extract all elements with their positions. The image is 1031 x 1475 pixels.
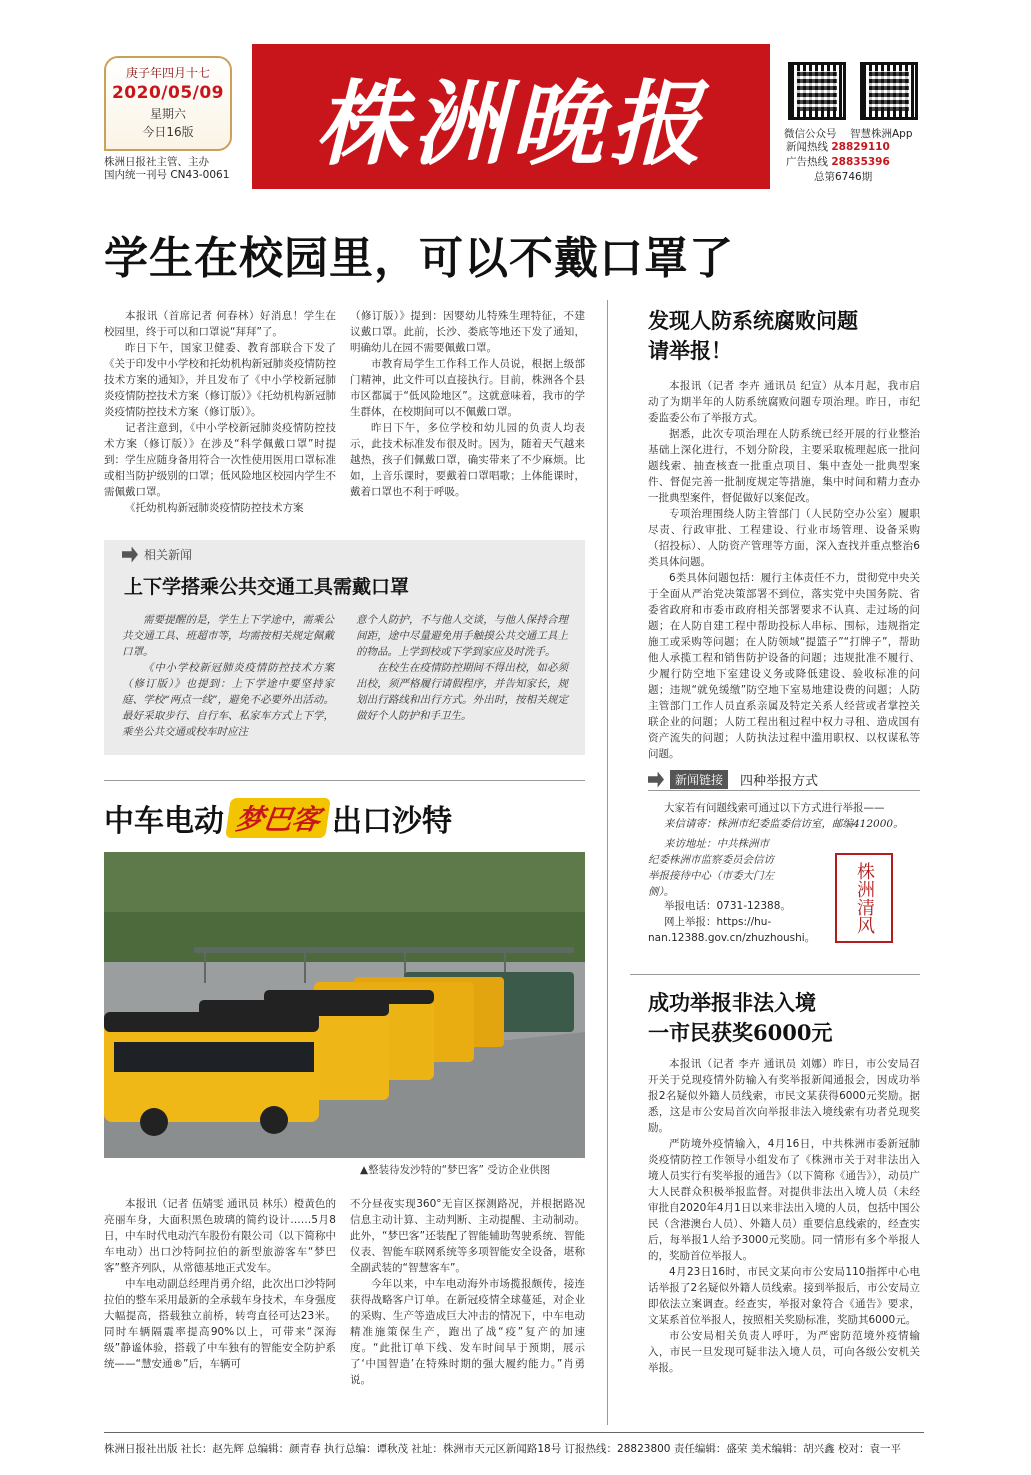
bus-paragraph: 中车电动副总经理肖勇介绍，此次出口沙特阿拉伯的整车采用最新的全承载车身技术，车身强度大幅提高，搭载独立前桥，转弯直径可达23米。同时车辆隔震率提高90%以上，可带来“深海级”静谧体验，搭载了中车独有的智能安全防护系统——“慧安通®”后，车辆可: [104, 1278, 336, 1370]
arrow-icon: [648, 772, 664, 788]
footer-credits: 株洲日报社出版 社长：赵先辉 总编辑：颜青春 执行总编：谭秋茂 社址：株洲市天元区新闻路18号 订报热线：28823800 责任编辑：盛荣 美术编辑：胡兴鑫 校对：袁一平: [104, 1432, 924, 1456]
lead-paragraph: 记者注意到，《中小学校新冠肺炎疫情防控技术方案（修订版）》在涉及“科学佩戴口罩”时提到：学生应随身备用符合一次性使用医用口罩标准或相当防护级别的口罩；低风险地区校园内学生不需佩戴口罩。: [104, 422, 336, 498]
qr-label-app: 智慧株洲App: [850, 128, 913, 140]
lead-paragraph: 本报讯（首席记者 何春林）好消息！学生在校园里，终于可以和口罩说“拜拜”了。: [104, 310, 336, 338]
bus-photo: [104, 852, 585, 1158]
reward-paragraph: 严防境外疫情输入，4月16日，中共株洲市委新冠肺炎疫情防控工作领导小组发布了《株洲市关于对非法出入境人员实行有奖举报的通告》（以下简称《通告》），动员广大人民群众积极举报监督。对提供非法出入境人员（未经审批自2020年4月1日以来非法出入境的人员，包括中国公民（含港澳台人员）、外籍人员）重要信息线索的，经查实后，每举报1人给予3000元奖励。同一情形有多个举报人的，奖励首位举报人。: [648, 1138, 920, 1262]
related-paragraph: 需要提醒的是，学生上下学途中，需乘公共交通工具、班超市等，均需按相关规定佩戴口罩。: [122, 614, 334, 658]
anticorruption-paragraph: 本报讯（记者 李卉 通讯员 纪宣）从本月起，我市启动了为期半年的人防系统腐败问题专项治理。昨日，市纪委监委公布了举报方式。: [648, 380, 920, 424]
publisher-info: [104, 156, 229, 182]
bus-paragraph: 本报讯（记者 伍婧雯 通讯员 林乐）橙黄色的亮丽车身，大面积黑色玻璃的简约设计……5月8日，中车时代电动汽车股份有限公司（以下简称中车电动）出口沙特阿拉伯的新型旅游客车“梦巴客”整齐列队，从常德基地正式发车。: [104, 1198, 336, 1274]
report-intro: 大家若有问题线索可通过以下方式进行举报——: [664, 802, 885, 814]
report-visit-line: 举报接待中心（市委大门左: [648, 870, 774, 882]
reward-title-line2: 一市民获奖6000元: [648, 1020, 833, 1045]
report-ways-body: [664, 800, 924, 832]
publisher-line: 株洲日报社主管、主办: [104, 156, 209, 168]
bus-photo-illustration: [104, 852, 585, 1158]
related-news-title: 上下学搭乘公共交通工具需戴口罩: [124, 576, 410, 598]
nameplate-title: 株洲晚报: [314, 69, 707, 178]
report-phone: 举报电话：0731-12388。: [664, 900, 791, 912]
bus-headline: [104, 796, 452, 840]
related-paragraph: 意个人防护，不与他人交谈，与他人保持合理间距，途中尽量避免用手触摸公共交通工具上的物品。上学到校或下学到家应及时洗手。: [356, 614, 568, 658]
report-phone-web: [664, 898, 844, 930]
reward-body: [648, 1056, 920, 1376]
issue-date: 2020/05/09: [111, 83, 225, 103]
bus-paragraph: 不分昼夜实现360°无盲区探测路况，并根据路况信息主动计算、主动判断、主动提醒、主动制动。此外，“梦巴客”还装配了智能辅助驾驶系统、智能仪表、智能车联网系统等多项智能安全设备，堪称全副武装的“智慧客车”。: [350, 1198, 585, 1274]
lead-paragraph: 《托幼机构新冠肺炎疫情防控技术方案: [125, 502, 304, 514]
wechat-qr-icon: [788, 62, 846, 120]
divider: [630, 974, 920, 975]
report-web-cont: nan.12388.gov.cn/zhuzhoushi。: [648, 932, 816, 944]
app-qr-icon: [860, 62, 918, 120]
related-column-1: [122, 612, 334, 740]
anticorruption-title: [648, 306, 858, 366]
divider: [648, 790, 920, 791]
report-visit-line: 侧）。: [648, 886, 675, 898]
edition-count: 今日16版: [142, 125, 194, 139]
anticorruption-paragraph: 专项治理围绕人防主管部门（人民防空办公室）履职尽责、行政审批、工程建设、行业市场管理、设备采购（招投标）、人防资产管理等方面，深入查找并重点整治6类具体问题。: [648, 508, 920, 568]
column-divider: [607, 300, 608, 1425]
lead-column-2: [350, 308, 585, 500]
reward-title-line1: 成功举报非法入境: [648, 990, 816, 1015]
reward-paragraph: 本报讯（记者 李卉 通讯员 刘娜）昨日，市公安局召开关于兑现疫情外防输入有奖举报新闻通报会，因成功举报2名疑似外籍人员线索，市民文某获得6000元奖励。据悉，这是市公安局首次向举报非法入境线索有功者兑现奖励。: [648, 1058, 920, 1134]
news-hotline: 28829110: [831, 141, 890, 153]
report-web: 网上举报：https://hu-: [664, 916, 772, 928]
anticorruption-paragraph: 6类具体问题包括：履行主体责任不力，贯彻党中央关于全面从严治党决策部署不到位，落实党中央国务院、省委省政府和市委市政府相关部署要求不认真、走过场的问题；在人防自建工程中帮助投标人串标、围标，违规指定施工或采购等问题；在人防领域“提篮子”“打牌子”，帮助他人承揽工程和销售防护设备的问题；违规批准不履行、少履行防空地下室建设义务或降低建设、验收标准的问题；违规“就免缓缴”防空地下室易地建设费的问题；人防主管部门工作人员直系亲属及特定关系人经营或者掌控关联企业的问题；人防工程出租过程中权力寻租、造成国有资产流失的问题；人防执法过程中滥用职权、以权谋私等问题。: [648, 572, 920, 760]
bus-paragraph: 今年以来，中车电动海外市场揽报颇传，接连获得战略客户订单。在新冠疫情全球蔓延，对企业的采购、生产等造成巨大冲击的情况下，中车电动精准施策保生产，跑出了战“疫”复产的加速度。“此批订单下线、发车时间早于预期，展示了‘中国智造’在特殊时期的强大履约能力。”肖勇说。: [350, 1278, 585, 1386]
bus-headline-post: 出口沙特: [332, 804, 453, 839]
lead-paragraph: （修订版）》提到：因婴幼儿特殊生理特征，不建议戴口罩。此前，长沙、娄底等地还下发了通知，明确幼儿在园不需要佩戴口罩。: [350, 310, 585, 354]
bus-column-2: [350, 1196, 585, 1388]
anticorruption-paragraph: 据悉，此次专项治理在人防系统已经开展的行业整治基础上深化进行，不划分阶段，主要采取梳理起底一批问题线索、抽查核查一批重点项目、集中查处一批典型案件、督促完善一批制度规定等措施，集中时间和精力查办一批典型案件，督促做好以案促改。: [648, 428, 920, 504]
weekday: 星期六: [149, 107, 186, 121]
bus-headline-pre: 中车电动: [104, 804, 224, 839]
lead-column-1: [104, 308, 336, 516]
lead-paragraph: 昨日下午，国家卫健委、教育部联合下发了《关于印发中小学校和托幼机构新冠肺炎疫情防控技术方案的通知》，并且发布了《中小学校新冠肺炎疫情防控技术方案（修订版）》《托幼机构新冠肺炎疫情防控技术方案（修订版）》。: [104, 342, 336, 418]
qr-label-wechat: 微信公众号: [784, 128, 837, 140]
ad-hotline-label: 广告热线: [786, 156, 828, 168]
ad-hotline: 28835396: [831, 156, 890, 168]
reward-title: [648, 988, 832, 1048]
report-visit-line: 纪委株洲市监察委员会信访: [648, 854, 774, 866]
news-link-tag-label: 新闻链接: [670, 770, 728, 789]
report-visit: [648, 836, 828, 900]
report-visit-line: 来访地址：中共株洲市: [664, 838, 769, 850]
reward-paragraph: 市公安局相关负责人呼吁，为严密防范境外疫情输入，市民一旦发现可疑非法入境人员，可向各级公安机关举报。: [648, 1330, 920, 1374]
anticorruption-body: [648, 378, 920, 762]
bus-photo-caption: ▲整装待发沙特的“梦巴客” 受访企业供图: [360, 1164, 551, 1176]
news-hotline-label: 新闻热线: [786, 141, 828, 153]
hotlines: [786, 140, 890, 185]
report-ways-title: 四种举报方式: [740, 774, 819, 789]
clean-wind-seal: [835, 853, 893, 943]
date-box: [104, 56, 232, 151]
divider: [104, 780, 585, 781]
issue-number: 总第6746期: [814, 171, 873, 183]
anticorruption-title-line1: 发现人防系统腐败问题: [648, 308, 858, 333]
lead-paragraph: 昨日下午，多位学校和幼儿园的负责人均表示，此技术标准发布很及时。因为，随着天气越来越热，孩子们佩戴口罩，确实带来了不少麻烦。比如，上音乐课时，要戴着口罩唱歌；上体能课时，戴着口罩也不利于呼吸。: [350, 422, 585, 498]
related-paragraph: 《中小学校新冠肺炎疫情防控技术方案（修订版）》也提到：上下学途中要坚持家庭、学校“两点一线”，避免不必要外出活动。最好采取步行、自行车、私家车方式上下学，乘坐公共交通或校车时应注: [122, 662, 334, 738]
related-news-tag-label: 相关新闻: [144, 548, 193, 562]
publication-number: 国内统一刊号 CN43-0061: [104, 169, 230, 181]
related-column-2: [356, 612, 568, 724]
arrow-icon: [122, 547, 138, 563]
seal-text: 株洲清风: [854, 862, 875, 934]
reward-paragraph: 4月23日16时，市民文某向市公安局110指挥中心电话举报了2名疑似外籍人员线索。接到举报后，市公安局立即依法立案调查。经查实，举报对象符合《通告》要求，文某系首位举报人，按照相关奖励标准，奖励其6000元。: [648, 1266, 920, 1326]
news-link-tag: [648, 770, 818, 789]
related-news-tag: [122, 546, 192, 563]
bus-column-1: [104, 1196, 336, 1372]
lead-paragraph: 市教育局学生工作科工作人员说，根据上级部门精神，此文件可以直接执行。目前，株洲各个县市区都属于“低风险地区”。这就意味着，我市的学生群体，在校期间可以不佩戴口罩。: [350, 358, 585, 418]
bus-headline-brand: 梦巴客: [225, 798, 331, 838]
lead-headline: 学生在校园里，可以不戴口罩了: [104, 233, 734, 284]
nameplate: [252, 44, 770, 189]
anticorruption-title-line2: 请举报！: [648, 338, 732, 363]
lunar-date: 庚子年四月十七: [125, 66, 210, 80]
report-letter: 来信请寄：株洲市纪委监委信访室，邮编412000。: [664, 818, 904, 830]
related-paragraph: 在校生在疫情防控期间不得出校，如必须出校，须严格履行请假程序，并告知家长，规划出行路线和出行方式。外出时，按相关规定做好个人防护和手卫生。: [356, 662, 568, 722]
